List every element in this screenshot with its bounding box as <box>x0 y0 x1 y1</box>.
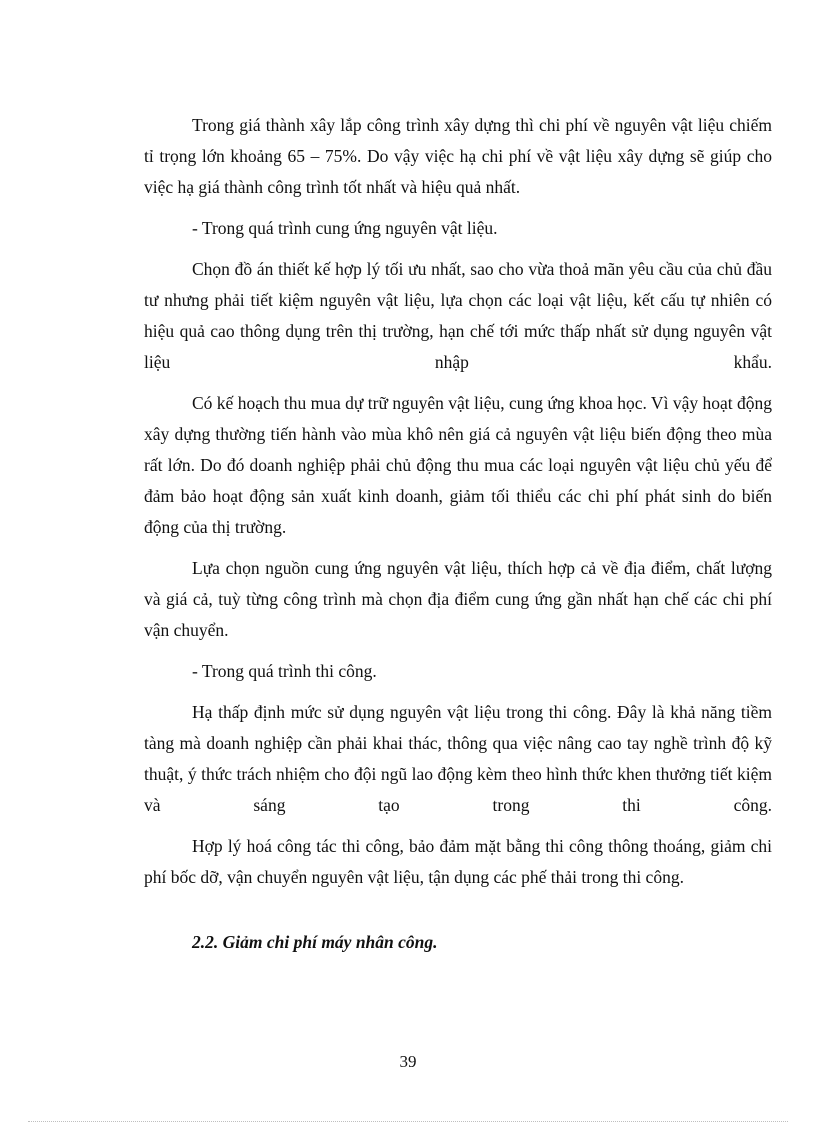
paragraph-supply-process-heading: - Trong quá trình cung ứng nguyên vật liệu. <box>192 218 498 238</box>
paragraph-supply-source: Lựa chọn nguồn cung ứng nguyên vật liệu, thích hợp cả về địa điểm, chất lượng và giá cả, tuỳ từng công trình mà chọn địa điểm cung ứng gần nhất hạn chế các chi phí vận chuyển. <box>144 558 772 640</box>
paragraph-material-cost-share: Trong giá thành xây lắp công trình xây dựng thì chi phí về nguyên vật liệu chiếm tỉ trọng lớn khoảng 65 – 75%. Do vậy việc hạ chi phí về vật liệu xây dựng sẽ giúp cho việc hạ giá thành công trình tốt nhất và hiệu quả nhất. <box>144 115 772 197</box>
paragraph-design-selection: Chọn đồ án thiết kế hợp lý tối ưu nhất, sao cho vừa thoả mãn yêu cầu của chủ đầu tư nhưng phải tiết kiệm nguyên vật liệu, lựa chọn các loại vật liệu, kết cấu tự nhiên có hiệu quả cao thông dụng trên thị trường, hạn chế tới mức thấp nhất sử dụng nguyên vật liệu nhập khẩu. <box>144 259 772 372</box>
paragraph-rationalize-construction: Hợp lý hoá công tác thi công, bảo đảm mặt bằng thi công thông thoáng, giảm chi phí bốc dỡ, vận chuyển nguyên vật liệu, tận dụng các phế thải trong thi công. <box>144 836 772 887</box>
paragraph-construction-process-heading: - Trong quá trình thi công. <box>192 661 377 681</box>
page-bottom-border <box>28 1121 788 1122</box>
page-number: 39 <box>399 1052 417 1071</box>
section-heading: 2.2. Giảm chi phí máy nhân công. <box>192 932 438 952</box>
body-text <box>144 110 772 893</box>
paragraph-purchase-planning: Có kế hoạch thu mua dự trữ nguyên vật liệu, cung ứng khoa học. Vì vậy hoạt động xây dựng thường tiến hành vào mùa khô nên giá cả nguyên vật liệu biến động theo mùa rất lớn. Do đó doanh nghiệp phải chủ động thu mua các loại nguyên vật liệu chủ yếu để đảm bảo hoạt động sản xuất kinh doanh, giảm tối thiểu các chi phí phát sinh do biến động của thị trường. <box>144 393 772 537</box>
paragraph-lower-norms: Hạ thấp định mức sử dụng nguyên vật liệu trong thi công. Đây là khả năng tiềm tàng mà doanh nghiệp cần phải khai thác, thông qua việc nâng cao tay nghề trình độ kỹ thuật, ý thức trách nhiệm cho đội ngũ lao động kèm theo hình thức khen thưởng tiết kiệm và sáng tạo trong thi công. <box>144 702 772 815</box>
